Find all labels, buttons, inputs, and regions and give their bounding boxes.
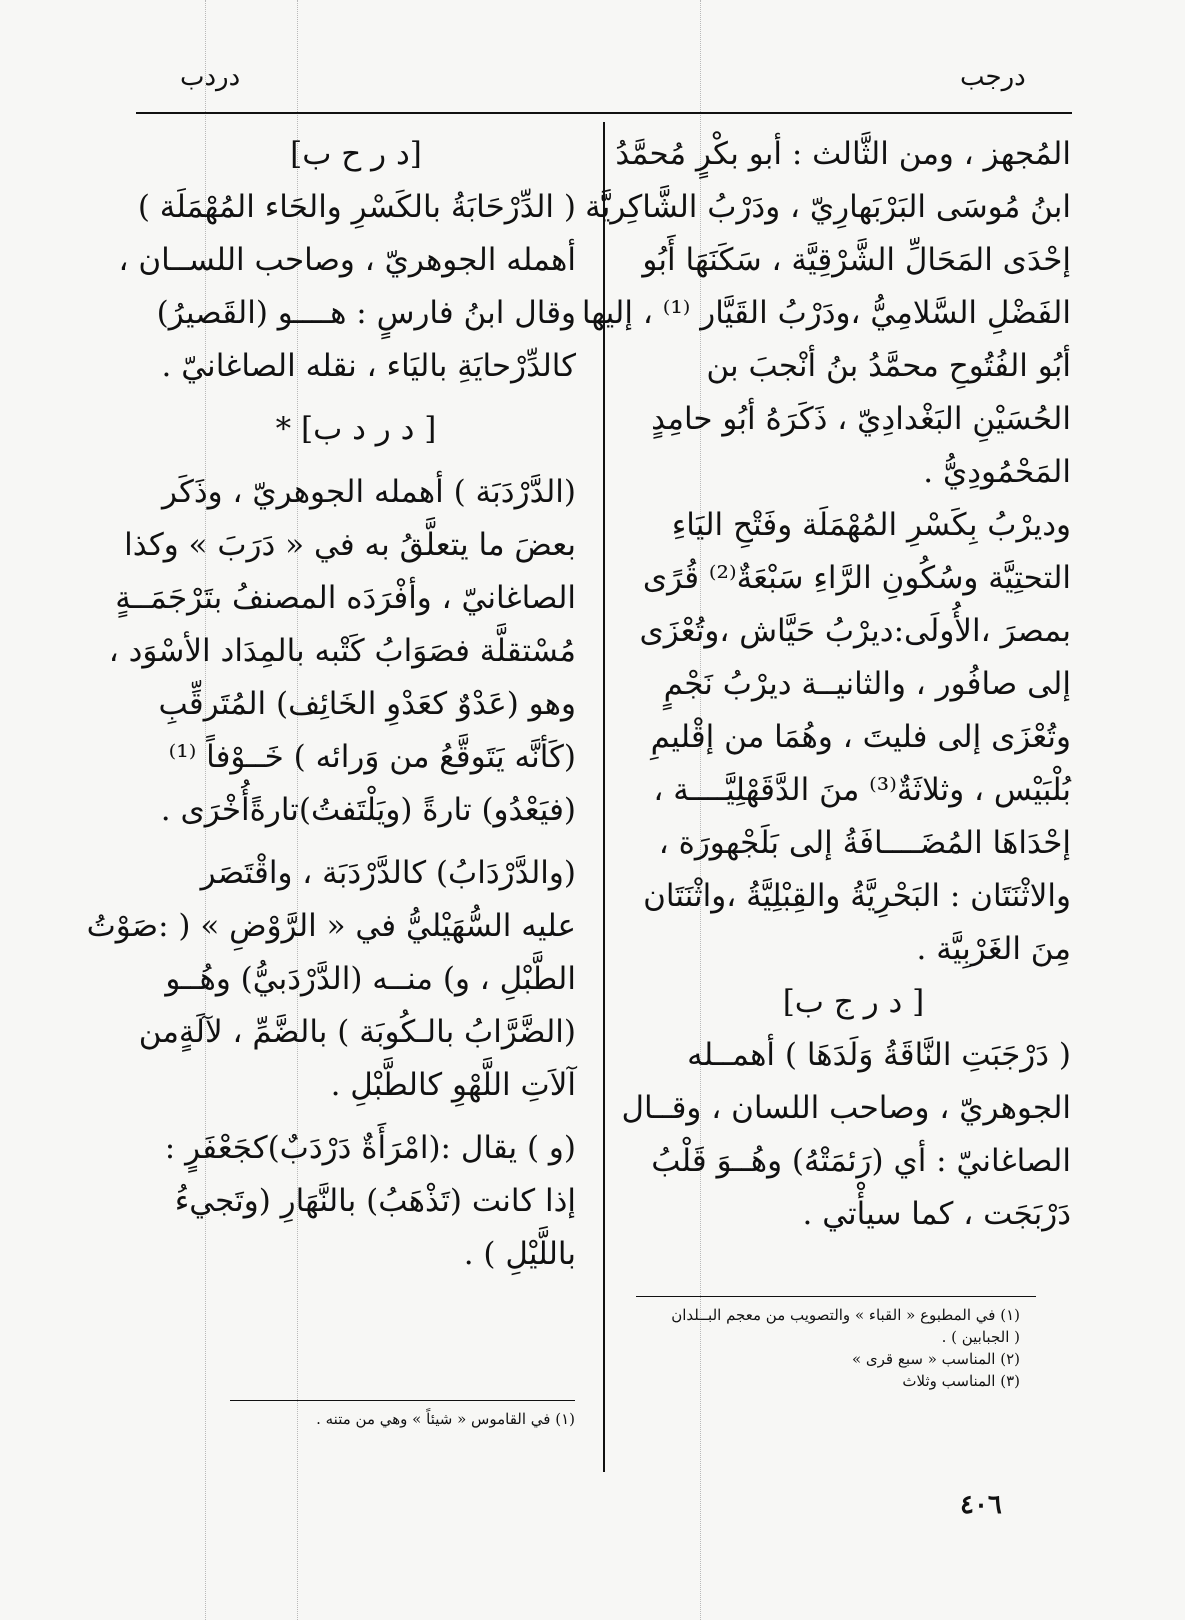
footnote-rule (636, 1296, 1036, 1297)
text-line: وديرْبُ بِكَسْرِ المُهْمَلَة وفَتْحِ اليَاءِ (671, 507, 1071, 543)
text-line: (فيَعْدُو) تارةً (ويَلْتَفتُ)تارةًأُخْرَى . (160, 792, 576, 828)
text-line: دَرْبَجَت ، كما سيأْتي . (802, 1196, 1071, 1232)
text-line: الحُسَيْنِ البَغْدادِيّ ، ذَكَرَهُ أبُو حامِدٍ (651, 401, 1071, 437)
running-header-right: درجب (960, 62, 1026, 92)
left-footnote (160, 1408, 575, 1430)
entry-heading-darhab: [د ر ح ب] (290, 136, 422, 172)
text-line: بُلْبَيْس ، وثلاثَةٌ⁽³⁾ منَ الدَّقَهْلِيَّــــة ، (653, 772, 1071, 808)
text-line: المَحْمُودِيُّ . (923, 454, 1071, 490)
text-line: إحْدَاهَا المُضَــــافَةُ إلى بَلَجْهورَة ، (658, 825, 1071, 861)
text-line: التحتِيَّة وسُكُونِ الرَّاءِ سَبْعَةٌ⁽²⁾ قُرًى (642, 560, 1071, 596)
text-line: (الدَّرْدَبَة ) أهمله الجوهريّ ، وذَكَر (161, 474, 576, 510)
text-line: بمصرَ ،الأُولَى:ديرْبُ حَيَّاش ،وتُعْزَى (639, 613, 1071, 649)
footnote: (١) في القاموس « شيئاً » وهي من متنه . (316, 1410, 575, 1428)
text-line: إلى صافُور ، والثانيــة ديرْبُ نَجْمٍ (663, 666, 1071, 702)
text-line: الصاغانيّ : أي (رَئمَتْهُ) وهُــوَ قَلْبُ (651, 1143, 1071, 1179)
running-header-left: دردب (180, 62, 241, 92)
text-line: مُسْتقلَّة فصَوَابُ كَتْبه بالمِدَاد الأسْوَد ، (108, 633, 576, 669)
right-column (581, 128, 1071, 1241)
text-line: وقال ابنُ فارسٍ : هــــو (القَصيرُ) (156, 295, 576, 331)
text-line: ( دَرْجَبَتِ النَّاقَةُ وَلَدَهَا ) أهمــله (687, 1037, 1071, 1073)
text-line: (و ) يقال :(امْرَأَةٌ دَرْدَبٌ)كجَعْفَرٍ : (164, 1130, 576, 1166)
text-line: باللَّيْلِ ) . (463, 1236, 576, 1272)
footnote-rule (230, 1400, 575, 1401)
text-line: أبُو الفُتُوحِ محمَّدُ بنُ أنْجبَ بن (706, 348, 1071, 384)
text-line: الفَضْلِ السَّلامِيُّ ،ودَرْبُ القَيَّار ⁽¹⁾ ، إليها (581, 295, 1071, 331)
text-line: عليه السُّهَيْليُّ في « الرَّوْضِ » ( :صَوْتُ (86, 908, 576, 944)
text-line: (كَأنَّه يَتَوقَّعُ من وَرائه ) خَــوْفاً ⁽¹⁾ (168, 739, 576, 775)
text-line: وتُعْزَى إلى فليتَ ، وهُمَا من إقْليمِ (650, 719, 1071, 755)
footnote: (١) في المطبوع « القباء » والتصويب من معجم البــلدان (671, 1306, 1020, 1324)
text-line: الجوهريّ ، وصاحب اللسان ، وقــال (621, 1090, 1071, 1126)
footnote: (٣) المناسب وثلاث (902, 1372, 1020, 1390)
text-line: الطَّبْلِ ، و) منــه (الدَّرْدَبيُّ) وهُــو (165, 961, 576, 997)
text-line: ابنُ مُوسَى البَرْبَهارِيّ ، ودَرْبُ الشَّاكِريَّة (585, 189, 1071, 225)
header-rule (136, 112, 1072, 114)
text-line: ( الدِّرْحَابَةُ بالكَسْرِ والحَاء المُهْمَلَة ) (137, 189, 576, 225)
footnote: (٢) المناسب « سبع قرى » (851, 1350, 1020, 1368)
text-line: والاثْنَتَان : البَحْرِيَّةُ والقِبْلِيَّةُ ،واثْنَتَان (643, 878, 1071, 914)
text-line: أهمله الجوهريّ ، وصاحب اللســان ، (118, 242, 576, 278)
text-line: إحْدَى المَحَالِّ الشَّرْقِيَّة ، سَكَنَهَا أَبُو (642, 242, 1071, 278)
entry-heading-dardab: [ د ر د ب] * (275, 411, 437, 447)
text-line: المُجهز ، ومن الثَّالث : أبو بكْرٍ مُحمَّدُ (615, 136, 1071, 172)
right-footnotes (610, 1304, 1020, 1392)
text-line: (الضَّرَّابُ بالـكُوبَة ) بالضَّمِّ ، لآلَةٍمن (138, 1014, 576, 1050)
text-line: كالدِّرْحايَةِ باليَاء ، نقله الصاغانيّ . (161, 348, 576, 384)
left-column (86, 128, 576, 1281)
text-line: بعضَ ما يتعلَّقُ به في « دَرَبَ » وكذا (124, 527, 576, 563)
text-line: آلاَتِ اللَّهْوِ كالطَّبْلِ . (330, 1067, 576, 1103)
text-line: وهو (عَدْوٌ كعَدْوِ الخَائِف) المُتَرقِّبِ (158, 686, 576, 722)
text-line: مِنَ الغَرْبِيَّة . (916, 931, 1071, 967)
text-line: إذا كانت (تَذْهَبُ) بالنَّهَارِ (وتَجيءُ (174, 1183, 576, 1219)
text-line: الصاغانيّ ، وأفْرَدَه المصنفُ بتَرْجَمَــةٍ (115, 580, 576, 616)
text-line: (والدَّرْدَابُ) كالدَّرْدَبَة ، واقْتَصَر (200, 855, 576, 891)
page-number: ٤٠٦ (960, 1490, 1002, 1520)
footnote: ( الجبابين ) . (941, 1328, 1020, 1346)
entry-heading-darjab: [ د ر ج ب] (782, 984, 925, 1020)
